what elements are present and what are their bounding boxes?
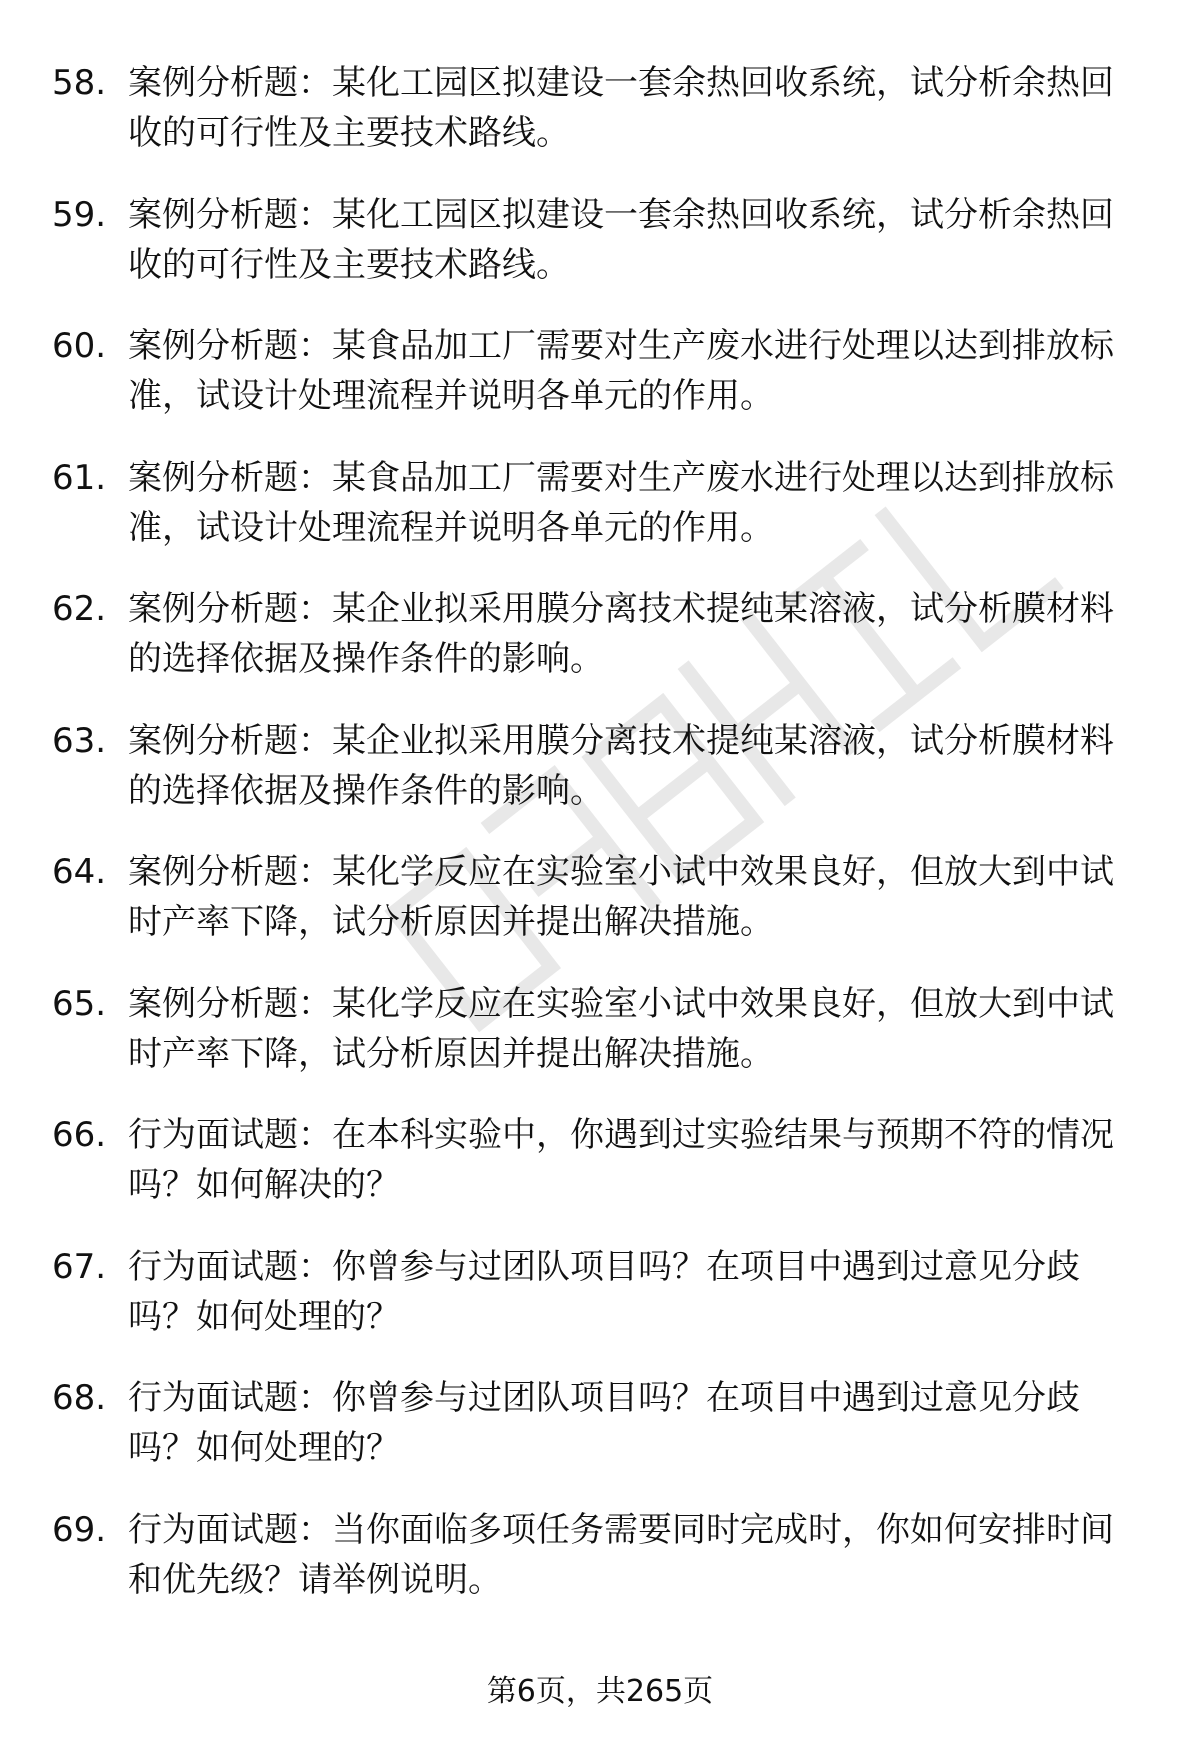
question-text: 案例分析题：某企业拟采用膜分离技术提纯某溶液，试分析膜材料的选择依据及操作条件的影响。	[128, 720, 1114, 811]
question-item	[52, 58, 1142, 190]
question-item	[52, 190, 1142, 322]
question-number: 68.	[52, 1378, 107, 1418]
question-number: 63.	[52, 720, 107, 761]
question-number: 66.	[52, 1115, 107, 1155]
question-number: 62.	[52, 589, 107, 629]
question-item	[52, 847, 1142, 979]
question-text: 行为面试题：当你面临多项任务需要同时完成时，你如何安排时间和优先级？请举例说明。	[128, 1509, 1114, 1600]
question-item	[52, 1242, 1142, 1374]
question-item	[52, 321, 1142, 453]
question-number: 65.	[52, 983, 107, 1024]
question-number: 60.	[52, 326, 107, 366]
question-number: 59.	[52, 194, 107, 235]
question-text: 案例分析题：某化工园区拟建设一套余热回收系统，试分析余热回收的可行性及主要技术路线。	[128, 63, 1114, 153]
question-text: 案例分析题：某化学反应在实验室小试中效果良好，但放大到中试时产率下降，试分析原因并提出解决措施。	[128, 983, 1114, 1074]
question-text: 行为面试题：你曾参与过团队项目吗？在项目中遇到过意见分歧吗？如何处理的？	[128, 1246, 1080, 1337]
question-text: 行为面试题：在本科实验中，你遇到过实验结果与预期不符的情况吗？如何解决的？	[128, 1115, 1114, 1205]
question-item	[52, 716, 1142, 848]
question-number: 58.	[52, 63, 107, 103]
question-item	[52, 1505, 1142, 1637]
question-number: 69.	[52, 1509, 107, 1550]
page-footer	[0, 1672, 1200, 1712]
page-number-label: 第6页，共265页	[486, 1674, 714, 1709]
question-text: 案例分析题：某化工园区拟建设一套余热回收系统，试分析余热回收的可行性及主要技术路线。	[128, 194, 1114, 285]
question-number: 64.	[52, 852, 107, 892]
question-item	[52, 584, 1142, 716]
question-list	[52, 58, 1142, 1636]
question-text: 案例分析题：某食品加工厂需要对生产废水进行处理以达到排放标准，试设计处理流程并说明各单元的作用。	[128, 457, 1114, 548]
question-text: 案例分析题：某食品加工厂需要对生产废水进行处理以达到排放标准，试设计处理流程并说明各单元的作用。	[128, 326, 1114, 416]
question-item	[52, 1110, 1142, 1242]
question-text: 行为面试题：你曾参与过团队项目吗？在项目中遇到过意见分歧吗？如何处理的？	[128, 1378, 1080, 1468]
question-number: 61.	[52, 457, 107, 498]
question-number: 67.	[52, 1246, 107, 1287]
question-item	[52, 1373, 1142, 1505]
question-item	[52, 453, 1142, 585]
question-text: 案例分析题：某化学反应在实验室小试中效果良好，但放大到中试时产率下降，试分析原因并提出解决措施。	[128, 852, 1114, 942]
question-item	[52, 979, 1142, 1111]
question-text: 案例分析题：某企业拟采用膜分离技术提纯某溶液，试分析膜材料的选择依据及操作条件的影响。	[128, 589, 1114, 679]
